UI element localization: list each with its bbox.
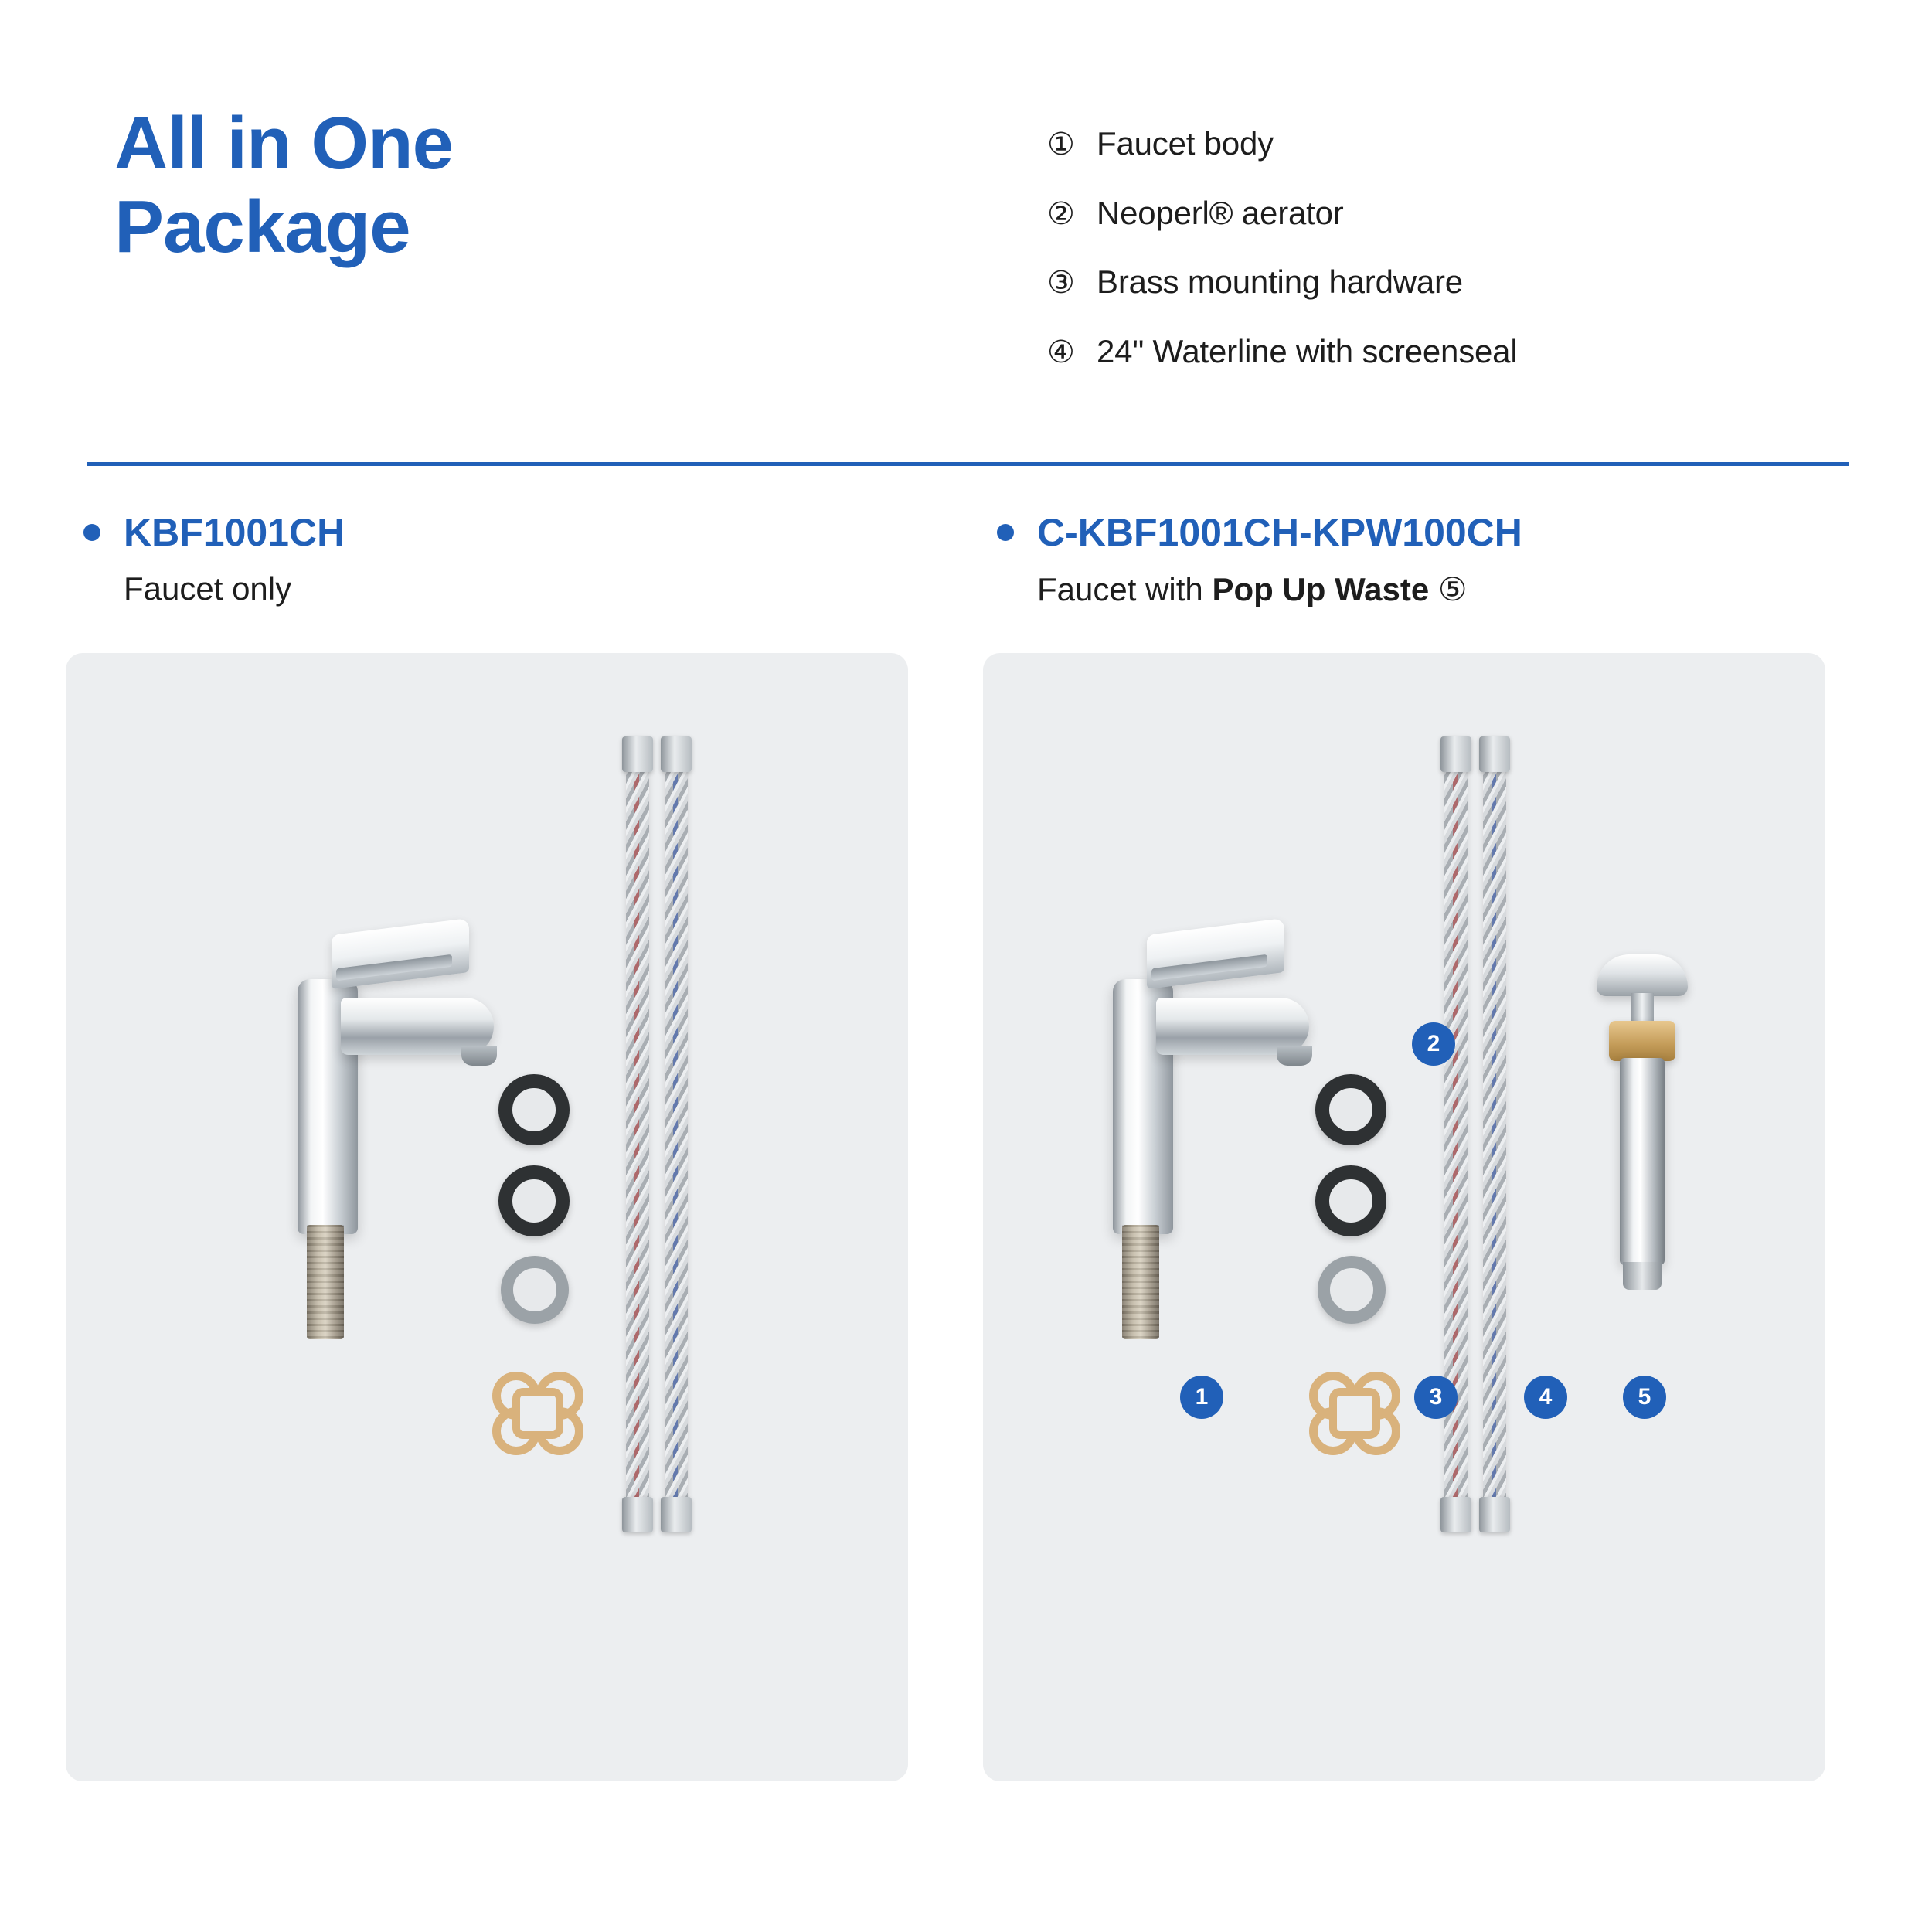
product-heading-right [997,510,1522,608]
pop-up-tailpiece-shape [1623,1262,1662,1290]
legend-item-1-number: ① [1047,128,1075,162]
legend-item-2 [1047,193,1820,234]
product-subtitle-left: Faucet only [124,570,292,607]
aerator-shape [1277,1046,1312,1066]
waterline-hose-cold [665,767,688,1502]
washer-steel [501,1256,569,1324]
subtitle-emphasis: Pop Up Waste [1212,571,1430,607]
sku-left: KBF1001CH [124,511,345,554]
legend-item-3-label: Brass mounting hardware [1097,264,1463,301]
badge-pop-up-waste: 5 [1623,1376,1666,1419]
bullet-icon [83,524,100,541]
faucet-handle-shape [332,918,469,989]
section-divider [87,462,1849,466]
washer-black-2 [498,1165,570,1236]
legend-item-4-label: 24" Waterline with screenseal [1097,332,1518,369]
product-heading-left [83,510,345,607]
legend-item-4-number: ④ [1047,335,1075,369]
waterline-hose-cold [1483,767,1506,1502]
pop-up-cap-shape [1597,954,1688,996]
faucet-shank-shape [307,1225,344,1339]
legend-item-3-number: ③ [1047,266,1075,301]
pop-up-brass-shape [1609,1021,1675,1061]
subtitle-suffix: ⑤ [1429,571,1468,607]
brass-mounting-plate [1309,1372,1400,1455]
faucet-handle-shape [1147,918,1284,989]
pop-up-tube-shape [1620,1058,1665,1265]
waterline-hose-hot [626,767,649,1502]
faucet-illustration [298,908,498,1341]
faucet-illustration [1113,908,1314,1341]
legend-item-2-number: ② [1047,196,1075,231]
page-title [114,102,733,270]
pop-up-waste-illustration [1594,954,1694,1294]
badge-aerator: 2 [1412,1022,1455,1066]
page-title-line-1: All in One [114,102,454,185]
badge-mounting-hardware: 3 [1414,1376,1458,1419]
aerator-shape [461,1046,497,1066]
product-image-left [66,653,908,1781]
brass-mounting-plate [492,1372,583,1455]
product-subtitle-right [1037,570,1522,608]
legend-item-2-label: Neoperl® aerator [1097,194,1344,231]
badge-waterline: 4 [1524,1376,1567,1419]
legend-item-4 [1047,332,1820,372]
page-title-line-2: Package [114,185,410,269]
washer-black-1 [1315,1074,1386,1145]
legend-item-1-label: Faucet body [1097,125,1274,162]
washer-steel [1318,1256,1386,1324]
legend-item-3 [1047,262,1820,303]
washer-black-2 [1315,1165,1386,1236]
legend-item-1 [1047,124,1820,165]
legend-list [1047,124,1820,400]
badge-faucet-body: 1 [1180,1376,1223,1419]
sku-right: C-KBF1001CH-KPW100CH [1037,511,1522,554]
sku-row-right [997,510,1522,555]
bullet-icon [997,524,1014,541]
faucet-shank-shape [1122,1225,1159,1339]
washer-black-1 [498,1074,570,1145]
sku-row-left [83,510,345,555]
subtitle-prefix: Faucet with [1037,571,1213,607]
product-image-right [983,653,1825,1781]
